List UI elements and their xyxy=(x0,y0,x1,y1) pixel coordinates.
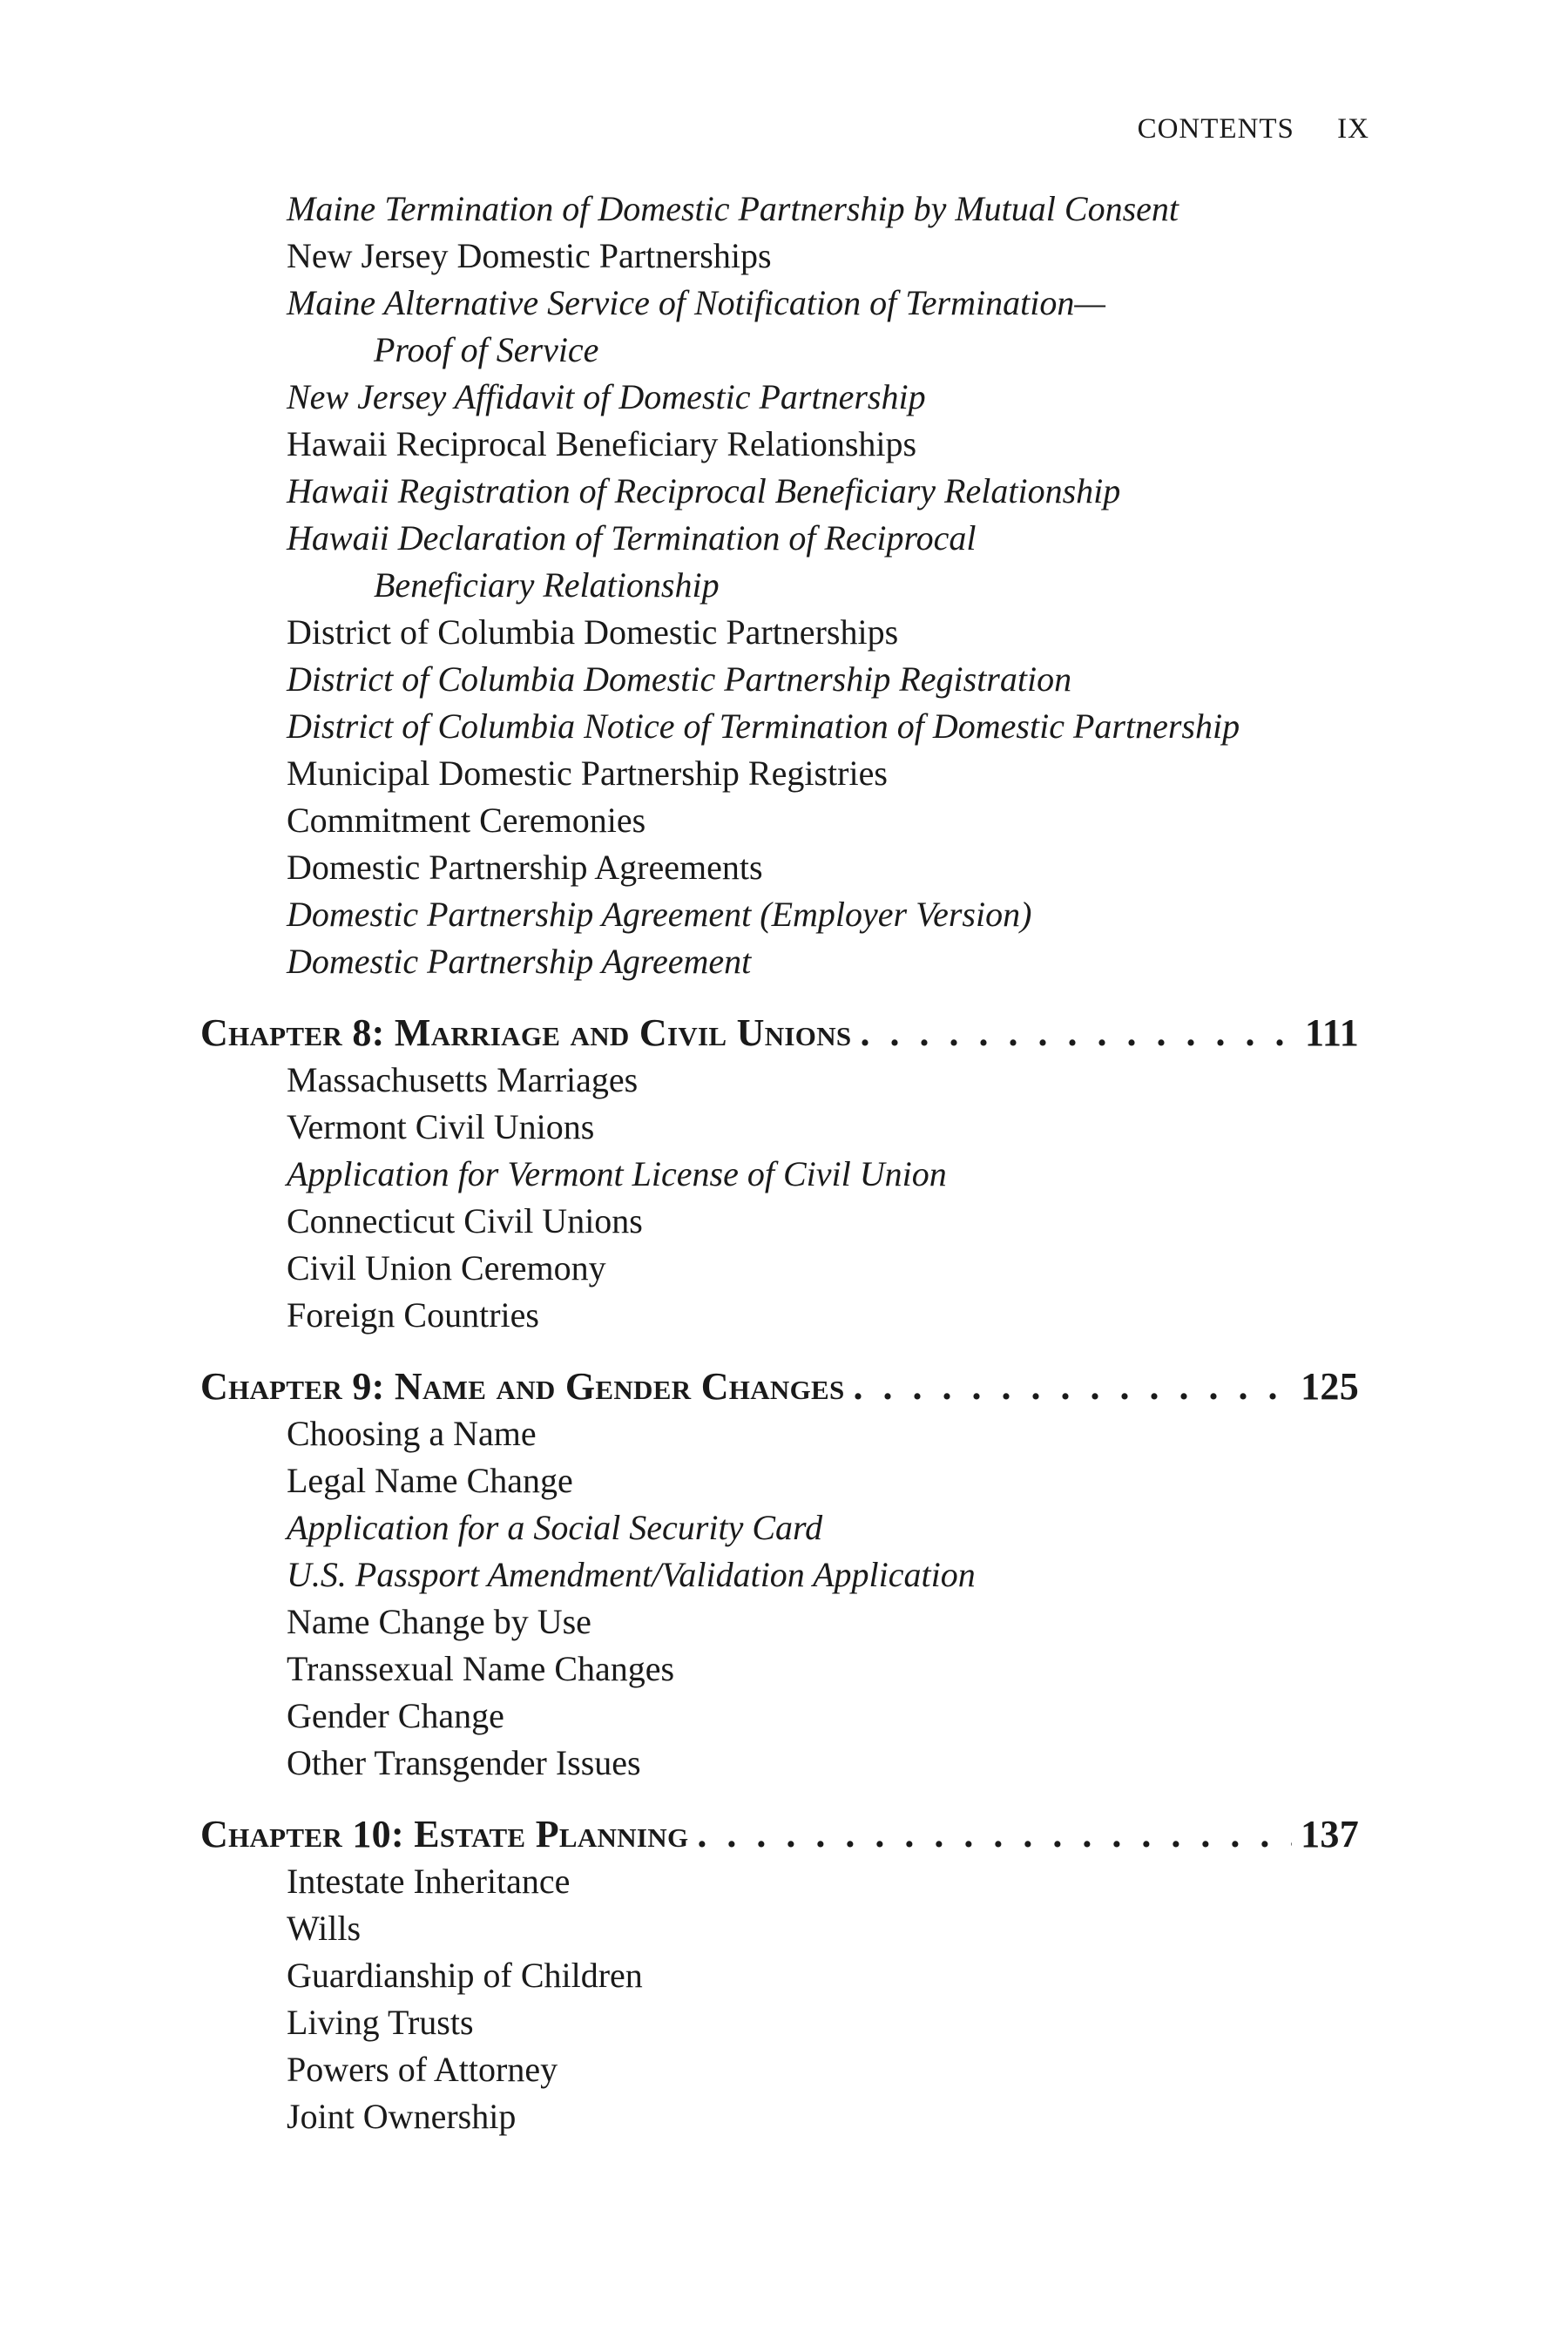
running-head-label: CONTENTS xyxy=(1137,113,1294,145)
toc-entry[interactable]: U.S. Passport Amendment/Validation Application xyxy=(287,1555,976,1594)
toc-entry[interactable]: New Jersey Affidavit of Domestic Partnership xyxy=(287,377,926,416)
toc-entry[interactable]: Municipal Domestic Partnership Registries xyxy=(287,754,888,793)
toc-entry[interactable]: Domestic Partnership Agreement xyxy=(287,942,752,981)
toc-entry[interactable]: Massachusetts Marriages xyxy=(287,1060,639,1099)
toc-entry[interactable]: Wills xyxy=(287,1909,362,1948)
toc-entry[interactable]: Maine Termination of Domestic Partnership by Mutual Consent xyxy=(287,189,1179,228)
toc-entry[interactable]: District of Columbia Domestic Partnerships xyxy=(287,612,899,652)
chapter-page-number: 125 xyxy=(1301,1365,1359,1408)
toc-entry[interactable]: Guardianship of Children xyxy=(287,1956,643,1995)
toc-entry[interactable]: Connecticut Civil Unions xyxy=(287,1201,643,1240)
toc-entry[interactable]: Application for a Social Security Card xyxy=(287,1508,823,1547)
toc-entry[interactable]: Foreign Countries xyxy=(287,1295,539,1335)
toc-entry[interactable]: Intestate Inheritance xyxy=(287,1862,571,1901)
chapter-heading[interactable] xyxy=(200,1811,1359,1858)
chapter-heading[interactable] xyxy=(200,1010,1359,1057)
toc-entry[interactable]: Civil Union Ceremony xyxy=(287,1248,606,1288)
chapter-page-number: 137 xyxy=(1301,1813,1359,1855)
toc-entry[interactable]: Maine Alternative Service of Notification of Termination— xyxy=(287,283,1105,322)
toc-entry-continuation[interactable]: Beneficiary Relationship xyxy=(374,565,720,605)
dot-leader xyxy=(854,1363,1293,1410)
toc-entry[interactable]: Hawaii Declaration of Termination of Reciprocal xyxy=(287,518,977,558)
dot-leader xyxy=(860,1010,1296,1057)
toc-entry[interactable]: District of Columbia Notice of Termination of Domestic Partnership xyxy=(287,706,1240,746)
table-of-contents xyxy=(200,186,1359,2140)
toc-entry[interactable]: Domestic Partnership Agreements xyxy=(287,848,763,887)
toc-entry[interactable]: Gender Change xyxy=(287,1696,504,1735)
chapter-heading[interactable] xyxy=(200,1363,1359,1410)
toc-entry[interactable]: Transsexual Name Changes xyxy=(287,1649,675,1688)
toc-entry[interactable]: Living Trusts xyxy=(287,2003,474,2042)
chapter-page-number: 111 xyxy=(1304,1011,1359,1054)
toc-entry[interactable]: Name Change by Use xyxy=(287,1602,591,1641)
toc-entry[interactable]: Powers of Attorney xyxy=(287,2050,558,2089)
dot-leader xyxy=(697,1811,1292,1858)
toc-entry[interactable]: District of Columbia Domestic Partnership Registration xyxy=(287,659,1072,699)
toc-entry[interactable]: Domestic Partnership Agreement (Employer Version) xyxy=(287,895,1032,934)
toc-entry[interactable]: Hawaii Registration of Reciprocal Beneficiary Relationship xyxy=(287,471,1121,510)
toc-entry[interactable]: Choosing a Name xyxy=(287,1414,537,1453)
page-number: IX xyxy=(1337,113,1369,145)
toc-entry[interactable]: Legal Name Change xyxy=(287,1461,573,1500)
toc-entry[interactable]: Commitment Ceremonies xyxy=(287,801,646,840)
toc-entry[interactable]: Vermont Civil Unions xyxy=(287,1107,595,1146)
chapter-title: Chapter 10: Estate Planning xyxy=(200,1813,689,1855)
running-head xyxy=(1138,113,1369,145)
toc-entry-continuation[interactable]: Proof of Service xyxy=(374,330,599,369)
chapter-title: Chapter 9: Name and Gender Changes xyxy=(200,1365,845,1408)
toc-entry[interactable]: Application for Vermont License of Civil Union xyxy=(287,1154,947,1193)
toc-entry[interactable]: New Jersey Domestic Partnerships xyxy=(287,236,772,275)
toc-entry[interactable]: Other Transgender Issues xyxy=(287,1743,641,1782)
toc-entry[interactable]: Joint Ownership xyxy=(287,2097,517,2136)
chapter-title: Chapter 8: Marriage and Civil Unions xyxy=(200,1011,852,1054)
toc-entry[interactable]: Hawaii Reciprocal Beneficiary Relationships xyxy=(287,424,917,463)
